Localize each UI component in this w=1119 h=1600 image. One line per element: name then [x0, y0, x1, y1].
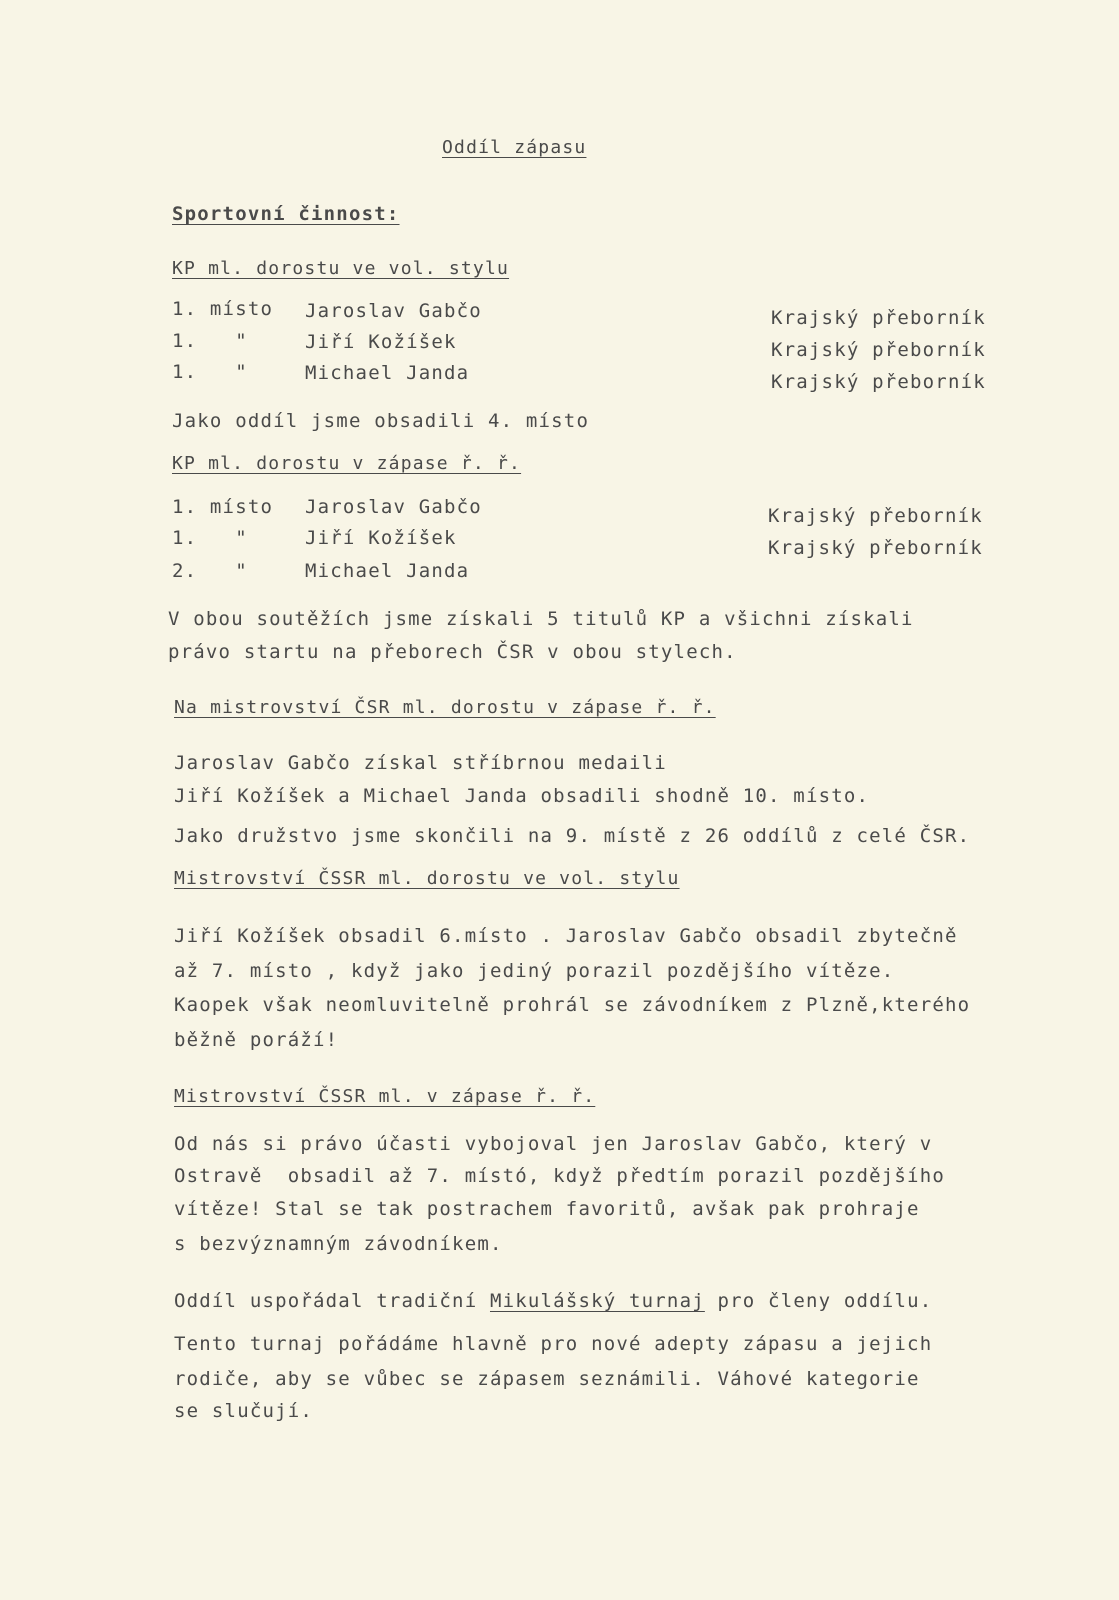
s4-line2: až 7. místo , když jako jediný porazil pozdějšího vítěze.	[174, 960, 895, 982]
s6-line1-after: pro členy oddílu.	[704, 1290, 933, 1312]
s4-line3: Kaopek však neomluvitelně prohrál se závodníkem z Plzně,kterého	[174, 994, 971, 1016]
s6-tournament-name: Mikulášský turnaj	[489, 1290, 705, 1312]
s1-row1-rank: 1. místo	[172, 298, 274, 320]
s1-note: Jako oddíl jsme obsadili 4. místo	[172, 410, 590, 432]
section4-title: Mistrovství ČSSR ml. dorostu ve vol. stylu	[174, 868, 680, 889]
s3-line2: Jiří Kožíšek a Michael Janda obsadili shodně 10. místo.	[174, 785, 870, 807]
s1-row1-name: Jaroslav Gabčo	[305, 300, 482, 322]
s1-row2-title: Krajský přeborník	[771, 339, 986, 361]
s2-row2-title: Krajský přeborník	[768, 537, 983, 559]
s2-row3-rank: 2. "	[172, 560, 248, 582]
s1-row2-name: Jiří Kožíšek	[305, 331, 457, 353]
s4-line1: Jiří Kožíšek obsadil 6.místo . Jaroslav Gabčo obsadil zbytečně	[174, 925, 958, 947]
s2-row3-name: Michael Janda	[305, 560, 470, 582]
s1-row3-name: Michael Janda	[305, 362, 470, 384]
s6-line3: rodiče, aby se vůbec se zápasem seznámili. Váhové kategorie	[174, 1368, 920, 1390]
section1-title: KP ml. dorostu ve vol. stylu	[172, 258, 510, 279]
s6-line2: Tento turnaj pořádáme hlavně pro nové adepty zápasu a jejich	[174, 1333, 933, 1355]
s1-row2-rank: 1. "	[172, 330, 248, 352]
s1-row3-rank: 1. "	[172, 361, 248, 383]
s1-row1-title: Krajský přeborník	[771, 307, 986, 329]
s6-line4: se slučují.	[174, 1400, 314, 1422]
s2-note-line1: V obou soutěžích jsme získali 5 titulů KP a všichni získali	[168, 608, 914, 630]
s2-row1-title: Krajský přeborník	[768, 505, 983, 527]
sport-activity-heading: Sportovní činnost:	[172, 203, 400, 225]
s5-line2: Ostravě obsadil až 7. místó, když předtím porazil pozdějšího	[174, 1165, 945, 1187]
s2-row1-name: Jaroslav Gabčo	[305, 496, 482, 518]
s2-row2-rank: 1. "	[172, 527, 248, 549]
s2-note-line2: právo startu na přeborech ČSR v obou stylech.	[168, 641, 737, 663]
document-title: Oddíl zápasu	[442, 137, 587, 158]
s2-row2-name: Jiří Kožíšek	[305, 527, 457, 549]
section3-title: Na mistrovství ČSR ml. dorostu v zápase ř. ř.	[174, 697, 716, 718]
s6-line1-before: Oddíl uspořádal tradiční	[174, 1290, 490, 1312]
s1-row3-title: Krajský přeborník	[771, 371, 986, 393]
s5-line1: Od nás si právo účasti vybojoval jen Jaroslav Gabčo, který v	[174, 1133, 933, 1155]
s3-line1: Jaroslav Gabčo získal stříbrnou medaili	[174, 752, 667, 774]
s6-line1	[174, 1290, 932, 1312]
s5-line4: s bezvýznamným závodníkem.	[174, 1233, 503, 1255]
s5-line3: vítěze! Stal se tak postrachem favoritů, avšak pak prohraje	[174, 1198, 920, 1220]
s3-line3: Jako družstvo jsme skončili na 9. místě z 26 oddílů z celé ČSR.	[174, 825, 971, 847]
s2-row1-rank: 1. místo	[172, 496, 274, 518]
section2-title: KP ml. dorostu v zápase ř. ř.	[172, 453, 522, 474]
section5-title: Mistrovství ČSSR ml. v zápase ř. ř.	[174, 1086, 596, 1107]
s4-line4: běžně poráží!	[174, 1029, 339, 1051]
